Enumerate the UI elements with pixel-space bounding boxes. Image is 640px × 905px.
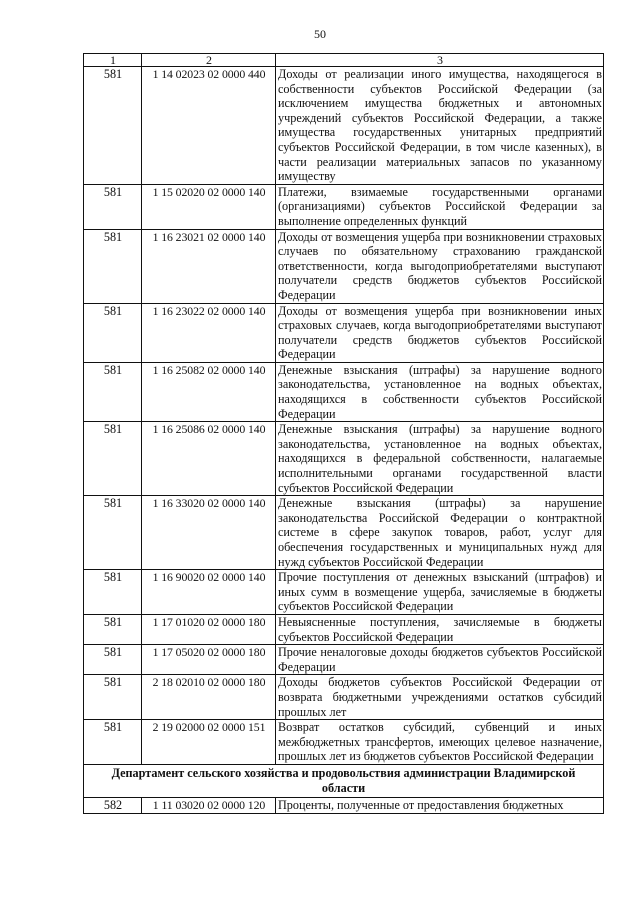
table-header-row <box>84 54 604 67</box>
budget-code-cell: 1 11 03020 02 0000 120 <box>142 797 276 813</box>
header-col-3: 3 <box>276 54 604 67</box>
income-name-cell: Денежные взыскания (штрафы) за нарушение водного законодательства, установленное на водных объектах, находящихся в федеральной собственности, налагаемые исполнительными органами государственной власти субъектов Российской Федерации <box>276 422 604 496</box>
income-name-cell: Доходы от реализации иного имущества, находящегося в собственности субъектов Российской Федерации (за исключением имущества бюджетных и автономных учреждений субъектов Российской Федерации, а также имущества государственных унитарных предприятий субъектов Российской Федерации, в том числе казенных), в части реализации материальных запасов по указанному имуществу <box>276 67 604 185</box>
section-header-row <box>84 764 604 797</box>
admin-code-cell: 581 <box>84 614 142 644</box>
table-row <box>84 570 604 615</box>
admin-code-cell: 581 <box>84 184 142 229</box>
table-row <box>84 362 604 421</box>
table-row <box>84 797 604 813</box>
admin-code-cell: 581 <box>84 645 142 675</box>
admin-code-cell: 581 <box>84 675 142 720</box>
budget-code-cell: 1 14 02023 02 0000 440 <box>142 67 276 185</box>
budget-code-cell: 1 15 02020 02 0000 140 <box>142 184 276 229</box>
admin-code-cell: 582 <box>84 797 142 813</box>
budget-code-cell: 1 16 33020 02 0000 140 <box>142 496 276 570</box>
budget-code-cell: 1 16 25082 02 0000 140 <box>142 362 276 421</box>
table-row <box>84 720 604 765</box>
budget-code-cell: 1 16 23022 02 0000 140 <box>142 303 276 362</box>
income-name-cell: Прочие поступления от денежных взысканий (штрафов) и иных сумм в возмещение ущерба, зачисляемые в бюджеты субъектов Российской Федерации <box>276 570 604 615</box>
income-name-cell: Доходы от возмещения ущерба при возникновении иных страховых случаев, когда выгодоприобретателями выступают получатели средств бюджетов субъектов Российской Федерации <box>276 303 604 362</box>
admin-code-cell: 581 <box>84 229 142 303</box>
table-row <box>84 496 604 570</box>
table-row <box>84 675 604 720</box>
page-number: 50 <box>314 27 326 41</box>
budget-code-cell: 2 18 02010 02 0000 180 <box>142 675 276 720</box>
income-name-cell: Проценты, полученные от предоставления бюджетных <box>276 797 604 813</box>
admin-code-cell: 581 <box>84 67 142 185</box>
income-name-cell: Невыясненные поступления, зачисляемые в бюджеты субъектов Российской Федерации <box>276 614 604 644</box>
table-row <box>84 67 604 185</box>
table-row <box>84 184 604 229</box>
admin-code-cell: 581 <box>84 303 142 362</box>
budget-code-cell: 1 16 90020 02 0000 140 <box>142 570 276 615</box>
budget-code-cell: 1 16 25086 02 0000 140 <box>142 422 276 496</box>
budget-code-cell: 2 19 02000 02 0000 151 <box>142 720 276 765</box>
budget-code-cell: 1 17 01020 02 0000 180 <box>142 614 276 644</box>
table-row <box>84 303 604 362</box>
budget-classification-table <box>83 53 604 814</box>
budget-code-cell: 1 17 05020 02 0000 180 <box>142 645 276 675</box>
income-name-cell: Доходы от возмещения ущерба при возникновении страховых случаев по обязательному страхованию гражданской ответственности, когда выгодоприобретателями выступают получатели средств бюджетов субъектов Российской Федерации <box>276 229 604 303</box>
budget-code-cell: 1 16 23021 02 0000 140 <box>142 229 276 303</box>
admin-code-cell: 581 <box>84 362 142 421</box>
admin-code-cell: 581 <box>84 570 142 615</box>
income-name-cell: Платежи, взимаемые государственными органами (организациями) субъектов Российской Федерации за выполнение определенных функций <box>276 184 604 229</box>
section-title: Департамент сельского хозяйства и продовольствия администрации Владимирской области <box>84 764 604 797</box>
income-name-cell: Денежные взыскания (штрафы) за нарушение законодательства Российской Федерации о контрактной системе в сфере закупок товаров, работ, услуг для обеспечения государственных и муниципальных нужд для нужд субъектов Российской Федерации <box>276 496 604 570</box>
table-row <box>84 614 604 644</box>
income-name-cell: Прочие неналоговые доходы бюджетов субъектов Российской Федерации <box>276 645 604 675</box>
admin-code-cell: 581 <box>84 422 142 496</box>
table-row <box>84 645 604 675</box>
header-col-2: 2 <box>142 54 276 67</box>
table-row <box>84 229 604 303</box>
admin-code-cell: 581 <box>84 720 142 765</box>
header-col-1: 1 <box>84 54 142 67</box>
income-name-cell: Возврат остатков субсидий, субвенций и иных межбюджетных трансфертов, имеющих целевое назначение, прошлых лет из бюджетов субъектов Российской Федерации <box>276 720 604 765</box>
income-name-cell: Доходы бюджетов субъектов Российской Федерации от возврата бюджетными учреждениями остатков субсидий прошлых лет <box>276 675 604 720</box>
table-row <box>84 422 604 496</box>
income-name-cell: Денежные взыскания (штрафы) за нарушение водного законодательства, установленное на водных объектах, находящихся в собственности субъектов Российской Федерации <box>276 362 604 421</box>
admin-code-cell: 581 <box>84 496 142 570</box>
